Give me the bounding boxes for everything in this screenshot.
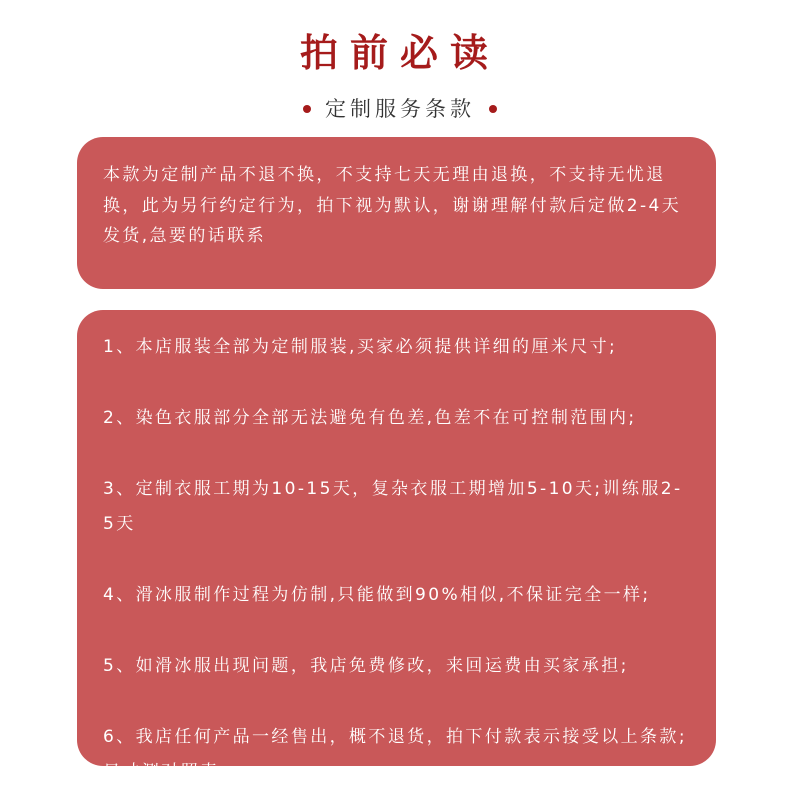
rule-item: 3、定制衣服工期为10-15天，复杂衣服工期增加5-10天;训练服2-5天: [103, 479, 683, 534]
notice-text: 本款为定制产品不退不换，不支持七天无理由退换，不支持无忧退换，此为另行约定行为，拍下视为默认，谢谢理解付款后定做2-4天发货,急要的话联系: [103, 165, 682, 246]
rules-card: [77, 310, 716, 782]
notice-card: [77, 137, 716, 289]
rule-item: 2、染色衣服部分全部无法避免有色差,色差不在可控制范围内;: [103, 408, 637, 428]
rule-item: 1、本店服装全部为定制服装,买家必须提供详细的厘米尺寸;: [103, 337, 618, 357]
subtitle-row: [0, 92, 800, 125]
rule-item: 6、我店任何产品一经售出，概不退货，拍下付款表示接受以上条款;尺寸测对照表: [103, 727, 687, 782]
bullet-dot-icon: [303, 105, 311, 113]
rule-item: 4、滑冰服制作过程为仿制,只能做到90%相似,不保证完全一样;: [103, 585, 651, 605]
page-title: 拍前必读: [299, 31, 500, 75]
page-subtitle: 定制服务条款: [325, 96, 475, 121]
rule-item: 5、如滑冰服出现问题，我店免费修改，来回运费由买家承担;: [103, 656, 629, 676]
bullet-dot-icon: [489, 105, 497, 113]
